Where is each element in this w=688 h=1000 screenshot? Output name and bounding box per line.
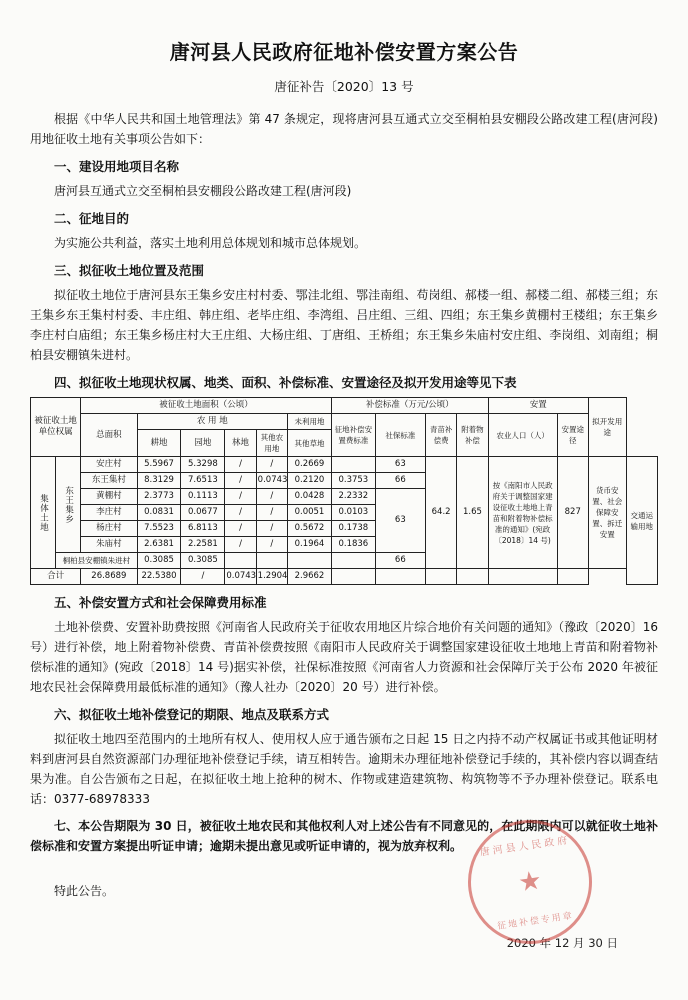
seal-bottom-text: 征地补偿专用章 [496, 911, 575, 932]
cell-total: 5.5967 [137, 457, 181, 473]
cell-agri-pop: 827 [557, 457, 588, 569]
th-resettle-group: 安置 [488, 398, 588, 414]
cell-resettle-blank [557, 569, 588, 585]
cell-total: 0.3085 [137, 553, 181, 569]
land-compensation-table [30, 397, 658, 585]
section-head-4: 四、拟征收土地现状权属、地类、面积、补偿标准、安置途径及拟开发用途等见下表 [54, 375, 517, 390]
cell-attachment-blank [457, 569, 488, 585]
cell-unused [331, 457, 375, 473]
cell-village: 东王集村 [81, 473, 137, 489]
cell-garden: / [225, 505, 256, 521]
th-resettle-way: 安置途径 [557, 414, 588, 457]
th-seedling: 青苗补偿费 [425, 414, 456, 457]
th-cultivated: 耕地 [137, 430, 181, 457]
cell-village: 李庄村 [81, 505, 137, 521]
th-agri-pop: 农业人口（人） [488, 414, 557, 457]
cell-total: 0.0831 [137, 505, 181, 521]
th-other-farm: 其他农用地 [256, 430, 287, 457]
cell-levy: 66 [375, 553, 425, 569]
cell-levy: 66 [375, 473, 425, 489]
th-attachment: 附着物补偿 [457, 414, 488, 457]
cell-other-farm: 0.0051 [288, 505, 332, 521]
cell-forest: 0.0743 [225, 569, 256, 585]
cell-cultivated: 2.2581 [181, 537, 225, 553]
cell-pop-blank [488, 569, 557, 585]
cell-village: 朱庙村 [81, 537, 137, 553]
seal-top-text: 唐河县人民政府 [479, 835, 571, 859]
cell-resettle-way: 货币安置、社会保障安置、拆迁安置 [588, 457, 626, 569]
section-head-3: 三、拟征收土地位置及范围 [54, 263, 205, 278]
th-forest: 林地 [225, 430, 256, 457]
cell-garden: / [225, 489, 256, 505]
th-unused-grass: 其他草地 [288, 430, 332, 457]
cell-cultivated: 6.8113 [181, 521, 225, 537]
side-label-collective: 集体土地 [31, 457, 56, 569]
cell-levy: 63 [375, 489, 425, 553]
cell-garden: / [225, 457, 256, 473]
cell-forest: / [256, 489, 287, 505]
cell-attachment: 按《南阳市人民政府关于调整国家建设征收土地地上青苗和附着物补偿标准的通知》(宛政〔2018〕14 号) [488, 457, 557, 569]
cell-other-farm [288, 553, 332, 569]
cell-levy: 63 [375, 457, 425, 473]
cell-other-farm: 0.5672 [288, 521, 332, 537]
cell-garden: / [225, 473, 256, 489]
cell-levy-blank [331, 569, 375, 585]
cell-garden [225, 553, 256, 569]
th-future-use: 拟开发用途 [588, 398, 626, 457]
cell-unused: 2.2332 [331, 489, 375, 505]
cell-cultivated: 7.6513 [181, 473, 225, 489]
th-garden: 园地 [181, 430, 225, 457]
cell-unused: 0.1738 [331, 521, 375, 537]
cell-other-farm: 0.2120 [288, 473, 332, 489]
cell-total-label: 合计 [31, 569, 81, 585]
intro-paragraph: 根据《中华人民共和国土地管理法》第 47 条规定，现将唐河县互通式立交至桐柏县安棚段公路改建工程(唐河段)用地征收土地有关事项公告如下： [30, 112, 658, 146]
section-head-2: 二、征地目的 [54, 211, 130, 226]
th-land-area-group: 被征收土地面积（公顷） [81, 398, 332, 414]
cell-unused: 2.9662 [288, 569, 332, 585]
cell-garden: / [181, 569, 225, 585]
section-body-6: 拟征收土地四至范围内的土地所有权人、使用权人应于通告颁布之日起 15 日之内持不动产权属证书或其他证明材料到唐河县自然资源部门办理征地补偿登记手续，请互相转告。逾期未办理征地补偿登记手续的，其补偿内容以调查结果为准。自公告颁布之日起，在拟征收土地上抢种的树木、作物或建造建筑物、构筑物等不予办理补偿登记。联系电话：0377-68978333 [30, 732, 658, 806]
cell-seedling-blank [425, 569, 456, 585]
cell-total: 26.8689 [81, 569, 137, 585]
section-head-5: 五、补偿安置方式和社会保障费用标准 [54, 595, 267, 610]
cell-village: 安庄村 [81, 457, 137, 473]
page-title: 唐河县人民政府征地补偿安置方案公告 [169, 40, 519, 64]
cell-unused: 0.3753 [331, 473, 375, 489]
cell-forest [256, 553, 287, 569]
cell-unused [331, 553, 375, 569]
cell-total: 7.5523 [137, 521, 181, 537]
th-social-sec: 社保标准 [375, 414, 425, 457]
th-unit-rights: 被征收土地单位权属 [31, 398, 81, 457]
cell-cultivated: 0.1113 [181, 489, 225, 505]
cell-forest: / [256, 521, 287, 537]
cell-social-blank [375, 569, 425, 585]
document-number: 唐征补告〔2020〕13 号 [274, 79, 414, 94]
section-body-2: 为实施公共利益，落实土地利用总体规划和城市总体规划。 [54, 236, 367, 250]
section-head-1: 一、建设用地项目名称 [54, 159, 180, 174]
cell-social-sec: 64.2 [425, 457, 456, 569]
table-total-row [31, 569, 658, 585]
cell-unused: 0.1836 [331, 537, 375, 553]
section-head-6: 六、拟征收土地补偿登记的期限、地点及联系方式 [54, 707, 330, 722]
cell-village-tongbai: 桐柏县安棚镇朱进村 [56, 553, 138, 569]
cell-village: 黄棚村 [81, 489, 137, 505]
cell-garden: / [225, 521, 256, 537]
issue-date: 2020 年 12 月 30 日 [506, 936, 618, 950]
cell-cultivated: 0.3085 [181, 553, 225, 569]
seal-star-icon: ★ [516, 865, 544, 899]
cell-cultivated: 5.3298 [181, 457, 225, 473]
section-body-1: 唐河县互通式立交至桐柏县安棚段公路改建工程(唐河段) [54, 184, 352, 198]
th-comp-group: 补偿标准（万元/公顷） [331, 398, 488, 414]
cell-forest: / [256, 457, 287, 473]
cell-cultivated: 0.0677 [181, 505, 225, 521]
cell-total: 8.3129 [137, 473, 181, 489]
cell-other-farm: 0.2669 [288, 457, 332, 473]
table-header-row [31, 398, 658, 414]
cell-garden: / [225, 537, 256, 553]
cell-other-farm: 0.1964 [288, 537, 332, 553]
section-7: 七、本公告期限为 30 日，被征收土地农民和其他权利人对上述公告有不同意见的，在此期限内可以就征收土地补偿标准和安置方案提出听证申请；逾期未提出意见或听证申请的，视为放弃权利。 [30, 819, 658, 853]
cell-other-farm: 1.2904 [256, 569, 287, 585]
table-row [31, 457, 658, 473]
cell-forest: 0.0743 [256, 473, 287, 489]
side-label-township: 东王集乡 [56, 457, 81, 553]
closing-text: 特此公告。 [54, 884, 115, 898]
table-header-row [31, 414, 658, 430]
th-total-area: 总面积 [81, 414, 137, 457]
cell-forest: / [256, 505, 287, 521]
cell-cultivated: 22.5380 [137, 569, 181, 585]
cell-total: 2.6381 [137, 537, 181, 553]
section-body-3: 拟征收土地位于唐河县东王集乡安庄村村委、鄂洼北组、鄂洼南组、苟岗组、郝楼一组、郝楼二组、郝楼三组；东王集乡东王集村村委、丰庄组、韩庄组、老毕庄组、李湾组、吕庄组、三组、四组；东王集乡黄棚村王楼组；东王集乡李庄村白庙组；东王集乡杨庄村大王庄组、大杨庄组、丁唐组、王桥组；东王集乡朱庙村安庄组、李岗组、刘南组；桐柏县安棚镇朱进村。 [30, 288, 658, 362]
th-levy-fee: 征地补偿安置费标准 [331, 414, 375, 457]
th-unused-group: 未利用地 [288, 414, 332, 430]
cell-unused: 0.0103 [331, 505, 375, 521]
cell-village: 杨庄村 [81, 521, 137, 537]
cell-future-use: 交通运输用地 [626, 457, 657, 585]
cell-forest: / [256, 537, 287, 553]
th-farmland-group: 农 用 地 [137, 414, 287, 430]
section-body-5: 土地补偿费、安置补助费按照《河南省人民政府关于征收农用地区片综合地价有关问题的通知》（豫政〔2020〕16 号）进行补偿，地上附着物补偿费、青苗补偿费按照《南阳市人民政府关于调整国家建设征收土地地上青苗和附着物补偿标准的通知》(宛政〔2018〕14 号)据实补偿，社保标准按照《河南省人力资源和社会保障厅关于公布 2020 年被征地农民社会保障费用最低标准的通知》（豫人社办〔2020〕20 号）进行补偿。 [30, 620, 658, 694]
cell-seedling: 1.65 [457, 457, 488, 569]
cell-total: 2.3773 [137, 489, 181, 505]
cell-other-farm: 0.0428 [288, 489, 332, 505]
